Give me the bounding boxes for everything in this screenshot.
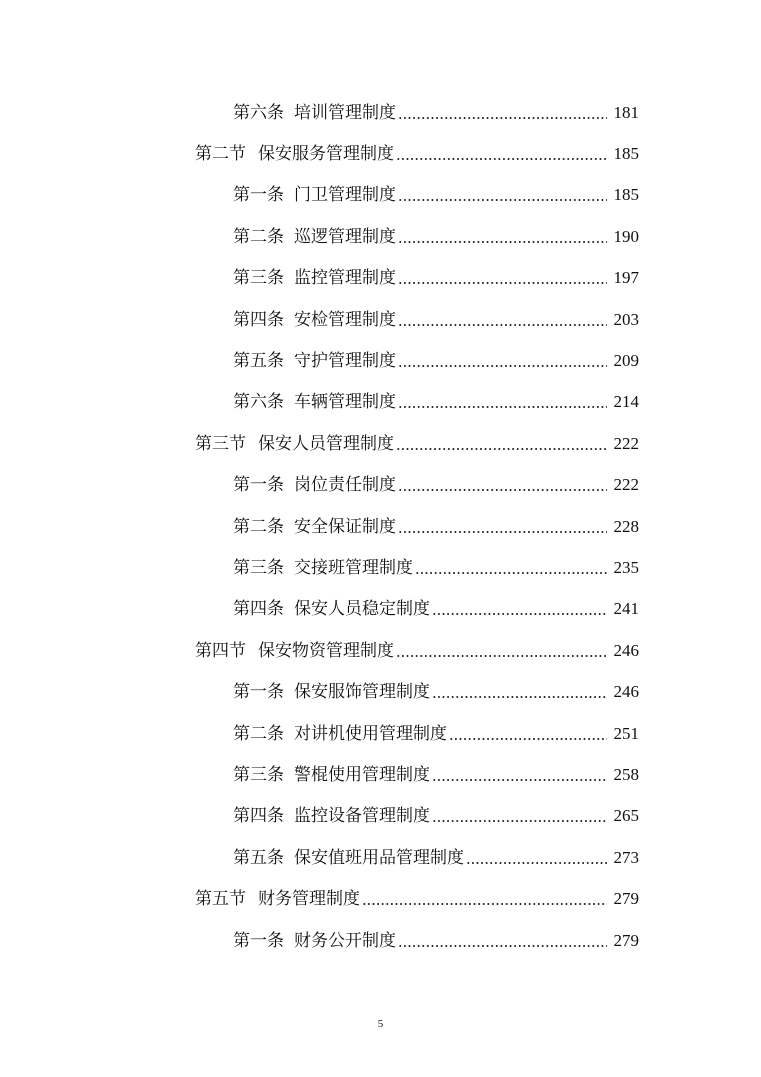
toc-article-entry[interactable] (0, 713, 761, 754)
toc-dot-leader (432, 779, 607, 781)
toc-article-entry[interactable] (0, 547, 761, 588)
toc-dot-leader (398, 945, 607, 947)
toc-entry-page-number: 258 (613, 764, 639, 784)
toc-entry-title: 保安服饰管理制度 (294, 682, 430, 703)
toc-dot-leader (398, 199, 607, 201)
toc-entry-number: 第五条 (233, 847, 284, 868)
toc-article-entry[interactable] (0, 340, 761, 381)
toc-entry-title: 保安物资管理制度 (258, 640, 394, 661)
toc-entry-number: 第四条 (233, 806, 284, 827)
toc-entry-title: 监控管理制度 (294, 268, 396, 289)
toc-entry-title: 门卫管理制度 (294, 185, 396, 206)
toc-dot-leader (396, 655, 607, 657)
toc-entry-title: 对讲机使用管理制度 (294, 723, 447, 744)
toc-entry-number: 第五节 (195, 889, 246, 910)
toc-entry-page-number: 241 (613, 599, 639, 619)
toc-entry-title: 财务公开制度 (294, 930, 396, 951)
toc-entry-title: 安检管理制度 (294, 309, 396, 330)
table-of-contents (0, 92, 761, 961)
toc-entry-page-number: 214 (613, 392, 639, 412)
toc-entry-title: 警棍使用管理制度 (294, 764, 430, 785)
toc-dot-leader (466, 862, 607, 864)
toc-entry-page-number: 222 (613, 475, 639, 495)
toc-entry-page-number: 203 (613, 309, 639, 329)
toc-dot-leader (396, 158, 607, 160)
toc-dot-leader (398, 489, 607, 491)
toc-section-entry[interactable] (0, 133, 761, 174)
toc-dot-leader (398, 241, 607, 243)
toc-article-entry[interactable] (0, 382, 761, 423)
toc-entry-title: 财务管理制度 (258, 889, 360, 910)
toc-dot-leader (432, 696, 607, 698)
toc-entry-page-number: 209 (613, 351, 639, 371)
toc-entry-page-number: 279 (613, 930, 639, 950)
toc-article-entry[interactable] (0, 506, 761, 547)
toc-entry-number: 第二条 (233, 516, 284, 537)
toc-dot-leader (398, 365, 607, 367)
toc-section-entry[interactable] (0, 423, 761, 464)
toc-entry-page-number: 228 (613, 516, 639, 536)
toc-dot-leader (398, 324, 607, 326)
toc-entry-page-number: 246 (613, 640, 639, 660)
toc-entry-number: 第二节 (195, 144, 246, 165)
toc-entry-page-number: 190 (613, 226, 639, 246)
toc-entry-number: 第一条 (233, 682, 284, 703)
toc-entry-page-number: 185 (613, 185, 639, 205)
toc-entry-number: 第三节 (195, 433, 246, 454)
toc-entry-page-number: 222 (613, 433, 639, 453)
toc-dot-leader (432, 820, 607, 822)
toc-entry-title: 监控设备管理制度 (294, 806, 430, 827)
toc-dot-leader (449, 738, 607, 740)
toc-article-entry[interactable] (0, 299, 761, 340)
toc-entry-page-number: 197 (613, 268, 639, 288)
toc-entry-number: 第四条 (233, 309, 284, 330)
toc-article-entry[interactable] (0, 589, 761, 630)
toc-entry-title: 保安值班用品管理制度 (294, 847, 464, 868)
toc-section-entry[interactable] (0, 630, 761, 671)
toc-dot-leader (398, 282, 607, 284)
toc-entry-number: 第六条 (233, 392, 284, 413)
toc-entry-number: 第二条 (233, 723, 284, 744)
toc-entry-title: 车辆管理制度 (294, 392, 396, 413)
toc-entry-number: 第三条 (233, 764, 284, 785)
toc-entry-title: 保安人员稳定制度 (294, 599, 430, 620)
toc-entry-number: 第六条 (233, 102, 284, 123)
toc-entry-title: 守护管理制度 (294, 351, 396, 372)
toc-entry-page-number: 185 (613, 144, 639, 164)
toc-section-entry[interactable] (0, 878, 761, 919)
toc-entry-title: 培训管理制度 (294, 102, 396, 123)
toc-entry-page-number: 246 (613, 682, 639, 702)
toc-article-entry[interactable] (0, 754, 761, 795)
toc-dot-leader (396, 448, 607, 450)
toc-article-entry[interactable] (0, 796, 761, 837)
toc-dot-leader (398, 531, 607, 533)
page-number-footer: 5 (377, 1018, 384, 1030)
toc-entry-title: 保安服务管理制度 (258, 144, 394, 165)
toc-entry-page-number: 251 (613, 723, 639, 743)
toc-entry-title: 岗位责任制度 (294, 475, 396, 496)
toc-article-entry[interactable] (0, 216, 761, 257)
toc-entry-page-number: 181 (613, 102, 639, 122)
toc-entry-page-number: 279 (613, 889, 639, 909)
toc-entry-number: 第二条 (233, 226, 284, 247)
toc-article-entry[interactable] (0, 920, 761, 961)
toc-entry-number: 第五条 (233, 351, 284, 372)
toc-entry-number: 第三条 (233, 268, 284, 289)
toc-entry-number: 第四条 (233, 599, 284, 620)
toc-entry-page-number: 235 (613, 557, 639, 577)
toc-entry-title: 保安人员管理制度 (258, 433, 394, 454)
toc-entry-title: 安全保证制度 (294, 516, 396, 537)
toc-entry-number: 第一条 (233, 475, 284, 496)
toc-dot-leader (362, 903, 607, 905)
toc-entry-number: 第三条 (233, 557, 284, 578)
toc-dot-leader (398, 117, 607, 119)
toc-article-entry[interactable] (0, 671, 761, 712)
toc-entry-title: 交接班管理制度 (294, 557, 413, 578)
toc-article-entry[interactable] (0, 175, 761, 216)
toc-dot-leader (432, 613, 607, 615)
toc-entry-number: 第一条 (233, 185, 284, 206)
toc-dot-leader (398, 406, 607, 408)
toc-article-entry[interactable] (0, 837, 761, 878)
toc-entry-page-number: 273 (613, 847, 639, 867)
toc-entry-number: 第一条 (233, 930, 284, 951)
toc-entry-title: 巡逻管理制度 (294, 226, 396, 247)
toc-article-entry[interactable] (0, 465, 761, 506)
toc-entry-page-number: 265 (613, 806, 639, 826)
toc-dot-leader (415, 572, 607, 574)
toc-entry-number: 第四节 (195, 640, 246, 661)
toc-article-entry[interactable] (0, 92, 761, 133)
toc-article-entry[interactable] (0, 258, 761, 299)
